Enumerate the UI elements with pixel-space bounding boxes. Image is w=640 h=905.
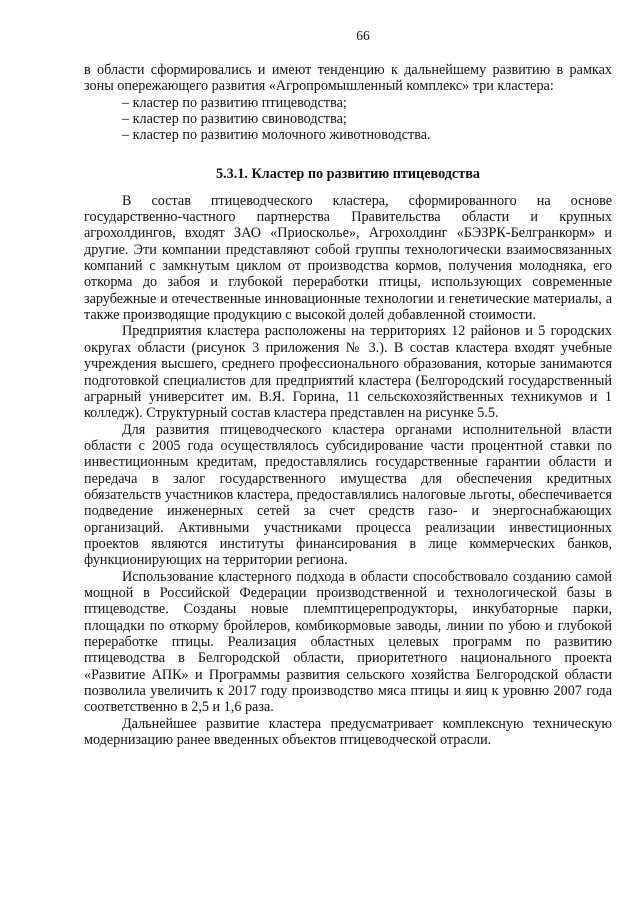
section-heading: 5.3.1. Кластер по развитию птицеводства [216, 165, 480, 182]
body-paragraph-1: В состав птицеводческого кластера, сформированного на основе государственно-частного партнерства Правительства области и крупных агрохолдингов, входят ЗАО «Приосколье», Агрохолдинг «БЭЗРК-Белгранкорм» и другие. Эти компании представляют собой группы технологически взаимосвязанных компаний с замкнутым циклом от производства кормов, получения молодняка, его откорма до забоя и глубокой переработки птицы, использующих современные зарубежные и отечественные инновационные технологии и генетические материалы, а также производящие продукцию с высокой долей добавленной стоимости. [84, 192, 612, 324]
body-paragraph-5: Дальнейшее развитие кластера предусматривает комплексную техническую модернизацию ранее введенных объектов птицеводческой отрасли. [84, 715, 612, 749]
page-number: 66 [356, 28, 370, 43]
body-paragraph-4: Использование кластерного подхода в области способствовало созданию самой мощной в Российской Федерации производственной и технологической базы в птицеводстве. Созданы новые племптицерепродукторы, инкубаторные парки, площадки по откорму бройлеров, комбикормовые заводы, линии по убою и глубокой переработке птицы. Реализация областных целевых программ по развитию птицеводства в Белгородской области, приоритетного национального проекта «Развитие АПК» и Программы развития сельского хозяйства Белгородской области позволила увеличить к 2017 году производство мяса птицы и яиц к уровню 2007 года соответственно в 2,5 и 1,6 раза. [84, 568, 612, 716]
document-page [84, 28, 612, 748]
body-paragraph-2: Предприятия кластера расположены на территориях 12 районов и 5 городских округах области (рисунок 3 приложения № 3.). В состав кластера входят учебные учреждения высшего, среднего профессионального образования, которые занимаются подготовкой специалистов для предприятий кластера (Белгородский государственный аграрный университет им. В.Я. Горина, 11 сельскохозяйственных техникумов и 1 колледж). Структурный состав кластера представлен на рисунке 5.5. [84, 323, 612, 422]
cluster-list-item-pig: – кластер по развитию свиноводства; [122, 111, 347, 128]
cluster-list-item-dairy: – кластер по развитию молочного животноводства. [122, 127, 431, 144]
intro-paragraph: в области сформировались и имеют тенденцию к дальнейшему развитию в рамках зоны опережающего развития «Агропромышленный комплекс» три кластера: [84, 62, 612, 95]
body-paragraph-3: Для развития птицеводческого кластера органами исполнительной власти области с 2005 года осуществлялось субсидирование части процентной ставки по инвестиционным кредитам, предоставлялись государственные гарантии области и передача в залог государственного имущества для обеспечения кредитных обязательств участников кластера, предоставлялись налоговые льготы, обеспечивается подведение инженерных сетей за счет средств газо- и энергоснабжающих организаций. Активными участниками процесса реализации инвестиционных проектов являются институты финансирования в лице коммерческих банков, функционирующих на территории региона. [84, 421, 612, 569]
cluster-list-item-poultry: – кластер по развитию птицеводства; [122, 94, 347, 111]
